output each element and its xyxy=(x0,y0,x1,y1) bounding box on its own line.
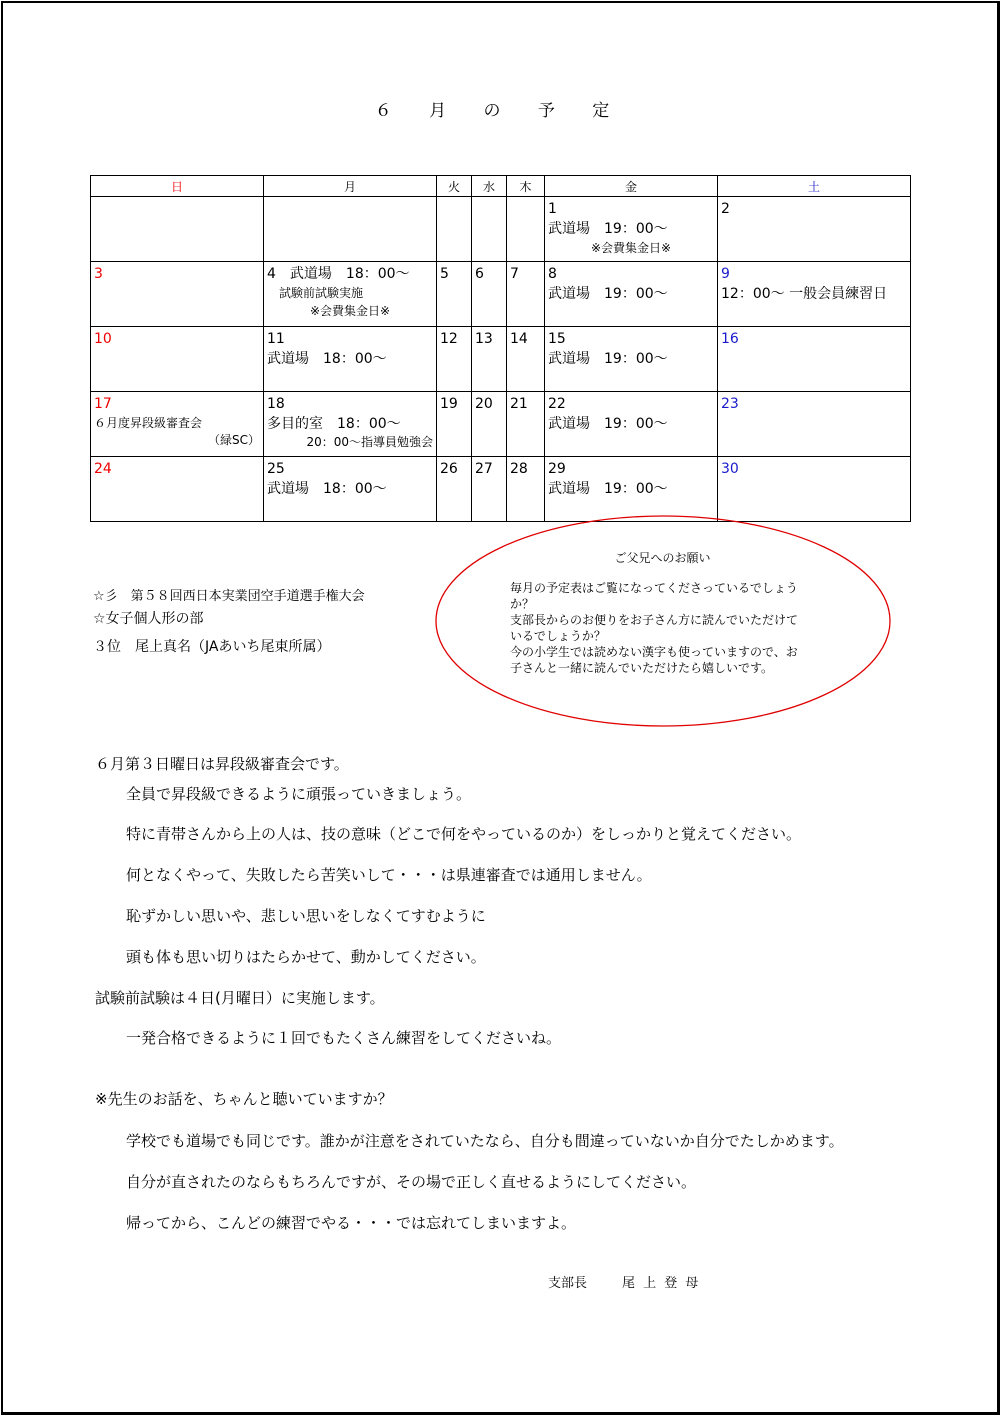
day-number: 6 xyxy=(475,266,484,282)
event-text: ６月度昇段級審査会 xyxy=(94,416,203,430)
achievement-result: ３位 尾上真名（JAあいち尾東所属） xyxy=(93,639,331,655)
paragraph: 恥ずかしい思いや、悲しい思いをしなくてすむように xyxy=(126,907,486,925)
achievement-block xyxy=(93,586,365,658)
header-thursday: 木 xyxy=(507,176,545,197)
calendar-week-2 xyxy=(91,262,911,327)
calendar-week-1 xyxy=(91,197,911,262)
day-cell xyxy=(437,457,472,522)
day-number: 12 xyxy=(440,331,458,347)
signature-name: 尾 上 登 母 xyxy=(622,1276,701,1291)
section-heading: 試験前試験は４日(月曜日）に実施します。 xyxy=(95,989,385,1007)
day-cell xyxy=(545,457,718,522)
achievement-category: ☆女子個人形の部 xyxy=(93,611,204,627)
day-number: 10 xyxy=(94,331,112,347)
notice-line: 毎月の予定表はご覧になってくださっているでしょう xyxy=(510,581,798,595)
event-note: ※会費集金日※ xyxy=(309,304,391,318)
day-number: 28 xyxy=(510,461,528,477)
day-cell xyxy=(437,197,472,262)
day-number: 11 xyxy=(267,331,285,347)
day-cell xyxy=(718,262,911,327)
day-number: 14 xyxy=(510,331,528,347)
day-number: 9 xyxy=(721,266,730,282)
paragraph: 一発合格できるように１回でもたくさん練習をしてくださいね。 xyxy=(126,1029,562,1047)
paragraph: 特に青帯さんから上の人は、技の意味（どこで何をやっているのか）をしっかりと覚えてください。 xyxy=(126,825,802,843)
day-number: 2 xyxy=(721,201,730,217)
event-text: 武道場 19：00～ xyxy=(548,351,668,367)
day-cell xyxy=(472,262,507,327)
day-number: 3 xyxy=(94,266,103,282)
day-cell xyxy=(545,392,718,457)
event-text: 武道場 18：00～ xyxy=(267,481,387,497)
event-text: 多目的室 18：00～ xyxy=(267,416,401,432)
achievement-event: ☆彡 第５８回西日本実業団空手道選手権大会 xyxy=(93,589,365,604)
day-cell xyxy=(91,457,264,522)
calendar-week-3 xyxy=(91,327,911,392)
day-number: 25 xyxy=(267,461,285,477)
paragraph: 自分が直されたのならもちろんですが、その場で正しく直せるようにしてください。 xyxy=(126,1173,697,1191)
day-number: 18 xyxy=(267,396,285,412)
day-number: 20 xyxy=(475,396,493,412)
day-cell xyxy=(507,262,545,327)
day-cell xyxy=(437,327,472,392)
event-text: 試験前試験実施 xyxy=(279,286,364,300)
calendar-week-5 xyxy=(91,457,911,522)
paragraph: 帰ってから、こんどの練習でやる・・・では忘れてしまいますよ。 xyxy=(126,1214,577,1232)
day-number: 22 xyxy=(548,396,566,412)
day-cell xyxy=(507,197,545,262)
day-cell xyxy=(545,327,718,392)
day-number: 17 xyxy=(94,396,112,412)
event-text: 武道場 19：00～ xyxy=(548,286,668,302)
day-cell xyxy=(507,457,545,522)
day-cell xyxy=(718,197,911,262)
day-number: 30 xyxy=(721,461,739,477)
day-cell xyxy=(545,197,718,262)
notice-title: ご父兄へのお願い xyxy=(614,551,711,565)
day-cell xyxy=(472,392,507,457)
calendar-header-row xyxy=(91,176,911,197)
event-note: ※会費集金日※ xyxy=(590,241,672,255)
notice-line: 今の小学生では読めない漢字も使っていますので、お xyxy=(510,645,798,659)
paragraph: 全員で昇段級できるように頑張っていきましょう。 xyxy=(126,785,472,803)
event-note: 20：00～指導員勉強会 xyxy=(306,435,433,449)
day-number: 5 xyxy=(440,266,449,282)
day-number: 21 xyxy=(510,396,528,412)
day-number: 16 xyxy=(721,331,739,347)
day-cell xyxy=(472,197,507,262)
calendar-week-4 xyxy=(91,392,911,457)
monthly-calendar xyxy=(90,175,911,522)
event-text: 武道場 18：00～ xyxy=(267,351,387,367)
paragraph: 学校でも道場でも同じです。誰かが注意をされていたなら、自分も間違っていないか自分でたしかめます。 xyxy=(126,1132,844,1150)
section-heading: ６月第３日曜日は昇段級審査会です。 xyxy=(95,755,349,773)
day-number: 27 xyxy=(475,461,493,477)
header-wednesday: 水 xyxy=(472,176,507,197)
day-number: 15 xyxy=(548,331,566,347)
parent-notice xyxy=(510,550,815,676)
page-title: ６ 月 の 予 定 xyxy=(374,101,626,121)
day-number: 24 xyxy=(94,461,112,477)
event-text: 武道場 19：00～ xyxy=(548,221,668,237)
day-cell xyxy=(264,197,437,262)
day-number: 19 xyxy=(440,396,458,412)
day-number: 8 xyxy=(548,266,557,282)
day-cell xyxy=(718,457,911,522)
day-cell xyxy=(264,262,437,327)
day-cell xyxy=(472,327,507,392)
day-cell xyxy=(264,327,437,392)
day-cell xyxy=(437,392,472,457)
day-cell xyxy=(507,392,545,457)
day-cell xyxy=(545,262,718,327)
event-text: 12：00～ 一般会員練習日 xyxy=(721,286,888,302)
day-cell xyxy=(507,327,545,392)
paragraph: 何となくやって、失敗したら苦笑いして・・・は県連審査では通用しません。 xyxy=(126,866,652,884)
day-cell xyxy=(91,392,264,457)
notice-line: 支部長からのお便りをお子さん方に読んでいただけて xyxy=(510,613,799,627)
header-monday: 月 xyxy=(264,176,437,197)
day-number: 29 xyxy=(548,461,566,477)
day-cell xyxy=(718,327,911,392)
header-sunday: 日 xyxy=(91,176,264,197)
day-cell xyxy=(91,327,264,392)
day-cell xyxy=(264,392,437,457)
day-cell xyxy=(91,197,264,262)
header-saturday: 土 xyxy=(718,176,911,197)
event-note: （緑SC） xyxy=(208,433,260,447)
section-heading: ※先生のお話を、ちゃんと聴いていますか？ xyxy=(95,1090,393,1108)
day-cell xyxy=(472,457,507,522)
event-text: 武道場 19：00～ xyxy=(548,416,668,432)
day-cell xyxy=(718,392,911,457)
notice-line: か？ xyxy=(510,597,535,611)
notice-line: 子さんと一緒に読んでいただけたら嬉しいです。 xyxy=(510,661,774,675)
day-number: 23 xyxy=(721,396,739,412)
header-tuesday: 火 xyxy=(437,176,472,197)
notice-line: いるでしょうか？ xyxy=(510,629,606,643)
day-number: 7 xyxy=(510,266,519,282)
day-number: 1 xyxy=(548,201,557,217)
day-number: 26 xyxy=(440,461,458,477)
header-friday: 金 xyxy=(545,176,718,197)
signature-role: 支部長 xyxy=(548,1276,588,1291)
day-number: 13 xyxy=(475,331,493,347)
day-cell xyxy=(264,457,437,522)
event-text: 武道場 19：00～ xyxy=(548,481,668,497)
event-text: 4 武道場 18：00～ xyxy=(267,266,410,282)
day-cell xyxy=(437,262,472,327)
day-cell xyxy=(91,262,264,327)
paragraph: 頭も体も思い切りはたらかせて、動かしてください。 xyxy=(126,948,486,966)
